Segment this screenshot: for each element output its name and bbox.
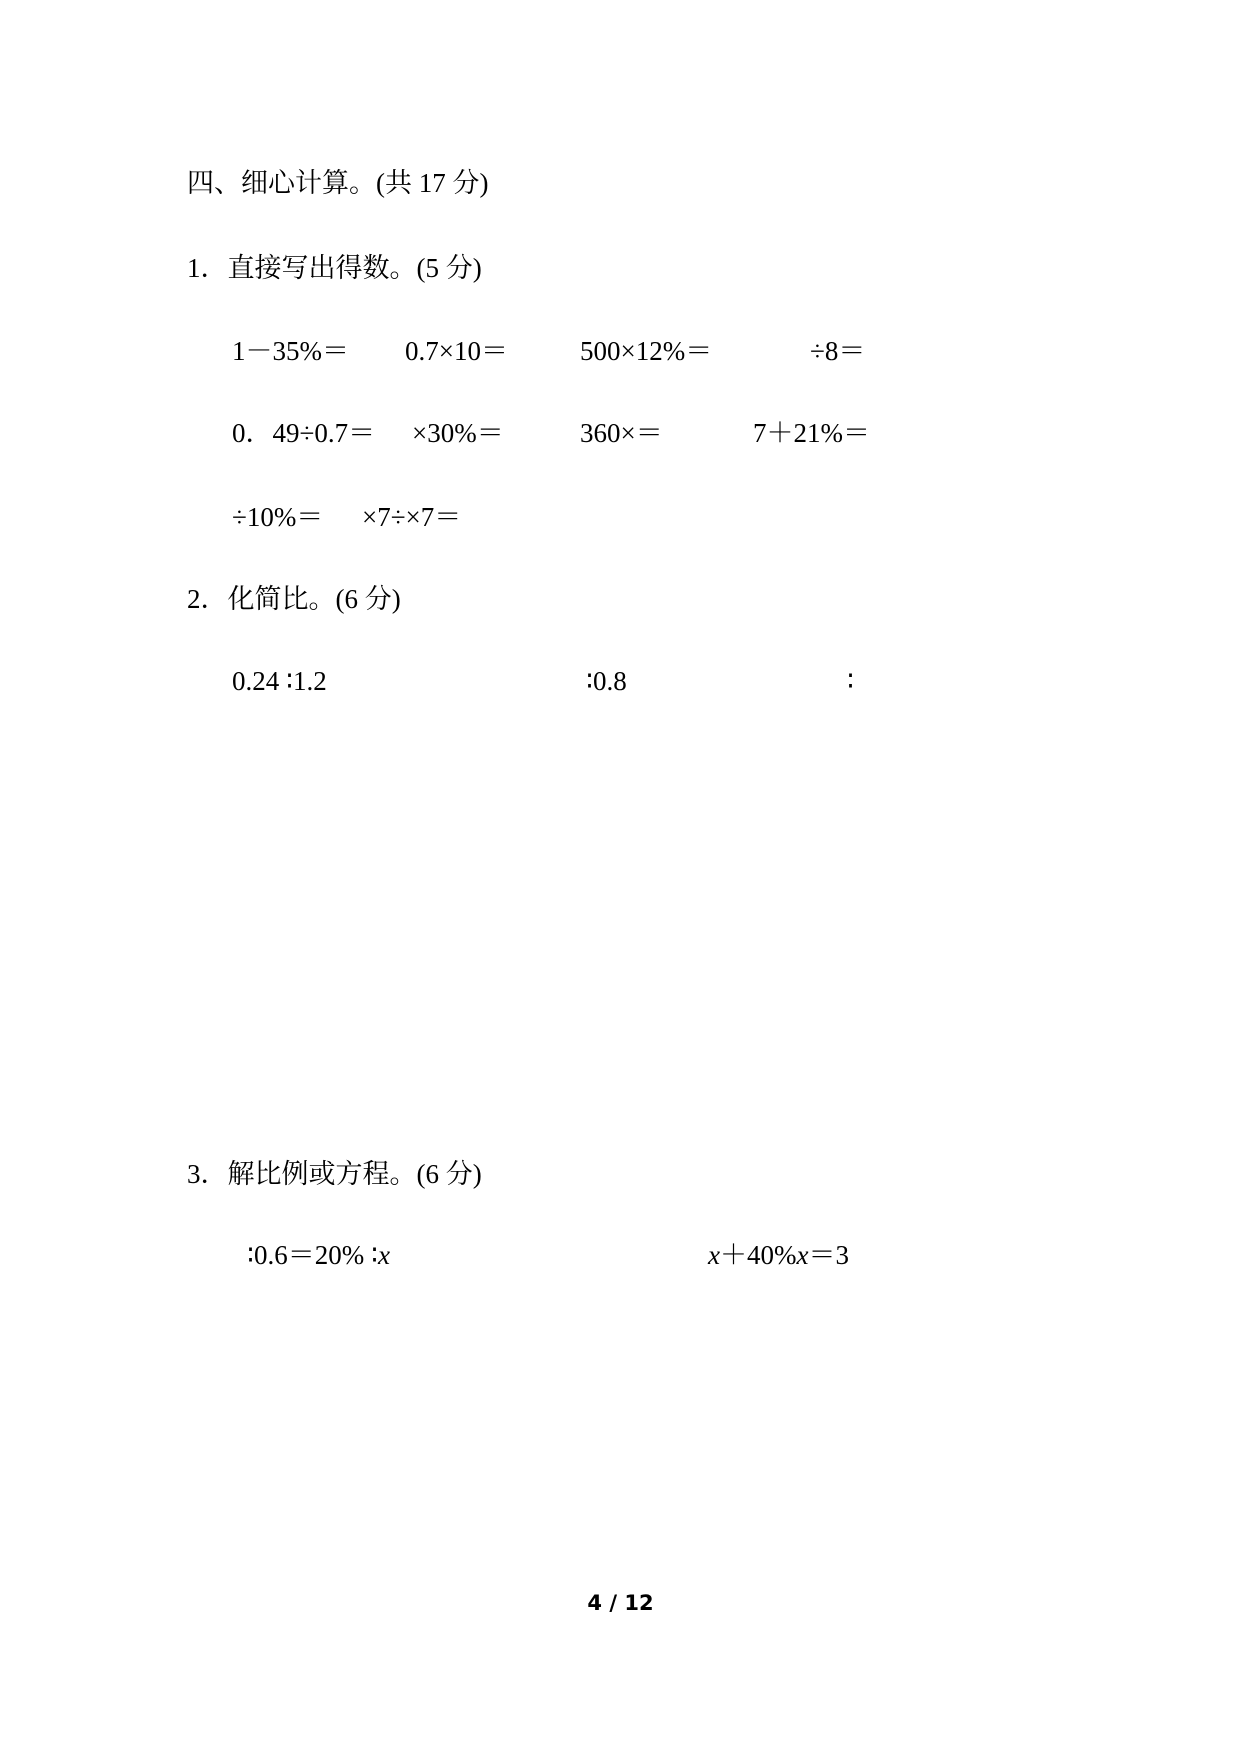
equation-2-middle: ＋40% bbox=[719, 1240, 797, 1270]
calc-item-4: ÷8＝ bbox=[810, 336, 866, 366]
calc-item-8: 7＋21%＝ bbox=[753, 418, 870, 448]
equation-1-variable: x bbox=[378, 1240, 391, 1270]
calc-item-9: ÷10%＝ bbox=[232, 502, 324, 532]
equation-1-text: ∶0.6＝20% ∶ bbox=[247, 1240, 379, 1270]
equation-2 bbox=[708, 1238, 849, 1272]
calc-item-7: 360×＝ bbox=[580, 418, 663, 448]
page-number: 4 / 12 bbox=[587, 1591, 654, 1615]
ratio-item-2: ∶0.8 bbox=[586, 666, 627, 696]
part2-title: 2．化简比。(6 分) bbox=[187, 584, 401, 614]
section-title: 四、细心计算。(共 17 分) bbox=[187, 168, 489, 198]
calc-item-2: 0.7×10＝ bbox=[405, 336, 508, 366]
equation-1 bbox=[247, 1238, 390, 1272]
equation-2-variable-b: x bbox=[796, 1240, 809, 1270]
equation-2-tail: ＝3 bbox=[808, 1240, 849, 1270]
calc-item-10: ×7÷×7＝ bbox=[362, 502, 462, 532]
part3-title: 3．解比例或方程。(6 分) bbox=[187, 1159, 482, 1189]
calc-item-5: 0．49÷0.7＝ bbox=[232, 418, 376, 448]
ratio-item-1: 0.24 ∶1.2 bbox=[232, 666, 327, 696]
calc-item-6: ×30%＝ bbox=[412, 418, 504, 448]
part1-title: 1．直接写出得数。(5 分) bbox=[187, 253, 482, 283]
calc-item-1: 1－35%＝ bbox=[232, 336, 349, 366]
equation-2-variable-a: x bbox=[708, 1240, 720, 1270]
ratio-item-3: ∶ bbox=[847, 666, 855, 696]
calc-item-3: 500×12%＝ bbox=[580, 336, 713, 366]
